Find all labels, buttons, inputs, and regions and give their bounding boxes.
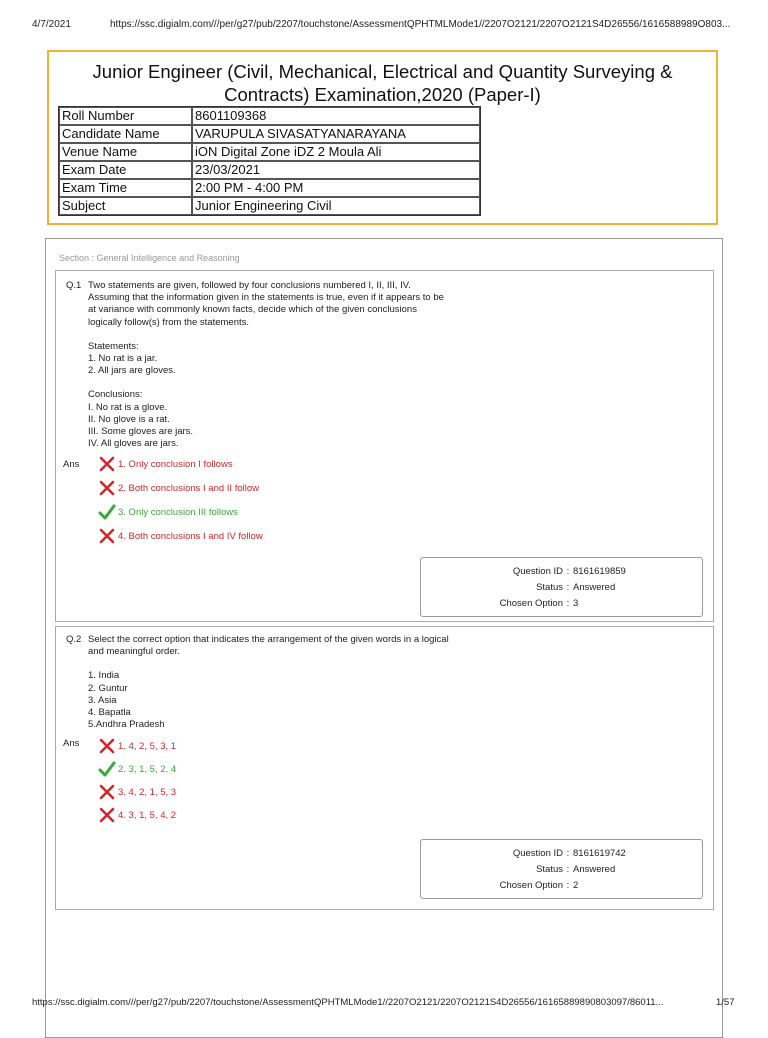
candidate-info-table: [58, 106, 481, 216]
chosen-option-row: Chosen Option : 3: [421, 598, 702, 609]
question-text: [88, 634, 528, 731]
question-meta-box: [420, 839, 703, 899]
cross-icon: [98, 806, 116, 824]
row-value: 23/03/2021: [192, 161, 480, 179]
exam-info-panel: [47, 50, 718, 225]
meta-key: Question ID: [512, 848, 563, 859]
table-row: [59, 197, 480, 215]
option-4: [98, 806, 176, 824]
footer-url: https://ssc.digialm.com///per/g27/pub/2207/touchstone/AssessmentQPHTMLMode1//2207O2121/2207O2121S4D26556/16165889890803097/86011...: [32, 997, 664, 1008]
option-3: [98, 783, 176, 801]
cross-icon: [98, 527, 116, 545]
question-id: 8161619859: [573, 566, 626, 577]
row-label: Venue Name: [59, 143, 192, 161]
check-icon: [98, 503, 116, 521]
option-2: [98, 479, 259, 497]
question-id: 8161619742: [573, 848, 626, 859]
question-id-row: Question ID : 8161619859: [421, 566, 702, 577]
question-line: 4. Bapatla: [88, 707, 131, 719]
cross-icon: [98, 783, 116, 801]
question-line: 2. All jars are gloves.: [88, 365, 176, 377]
question-line: logically follow(s) from the statements.: [88, 316, 250, 328]
ans-label: Ans: [63, 738, 80, 749]
row-label: Exam Date: [59, 161, 192, 179]
option-text: 1. Only conclusion I follows: [118, 458, 233, 470]
question-line: 5.Andhra Pradesh: [88, 719, 165, 731]
question-line: 2. Guntur: [88, 682, 128, 694]
option-1: [98, 737, 176, 755]
question-line: Two statements are given, followed by four conclusions numbered I, II, III, IV.: [88, 280, 411, 291]
status-value: Answered: [573, 864, 616, 875]
option-text: 2. Both conclusions I and II follow: [118, 482, 259, 494]
chosen-option-row: Chosen Option : 2: [421, 880, 702, 891]
exam-title-line2: Contracts) Examination,2020 (Paper-I): [224, 84, 541, 105]
meta-key: Status: [536, 864, 563, 875]
page-number: 1/57: [716, 997, 735, 1008]
option-text: 4. Both conclusions I and IV follow: [118, 530, 263, 542]
status-value: Answered: [573, 582, 616, 593]
option-4: [98, 527, 263, 545]
question-card-q2: [55, 626, 714, 910]
table-row: [59, 143, 480, 161]
question-line: and meaningful order.: [88, 646, 180, 658]
question-line: Assuming that the information given in the statements is true, even if it appears to be: [88, 292, 444, 304]
status-row: Status : Answered: [421, 582, 702, 593]
option-3: [98, 503, 238, 521]
question-line: 1. India: [88, 670, 120, 682]
exam-title: [49, 60, 716, 106]
question-line: 1. No rat is a jar.: [88, 353, 158, 365]
section-label: Section : General Intelligence and Reasoning: [59, 253, 240, 263]
question-meta-box: [420, 557, 703, 617]
cross-icon: [98, 455, 116, 473]
question-number: Q.1: [66, 280, 82, 291]
question-line: III. Some gloves are jars.: [88, 426, 194, 438]
row-label: Subject: [59, 197, 192, 215]
ans-label: Ans: [63, 459, 80, 470]
question-number: Q.2: [66, 634, 82, 645]
question-line: Conclusions:: [88, 389, 143, 401]
question-line: IV. All gloves are jars.: [88, 438, 179, 450]
table-row: [59, 125, 480, 143]
row-value: 8601109368: [192, 107, 480, 125]
table-row: [59, 179, 480, 197]
row-value: 2:00 PM - 4:00 PM: [192, 179, 480, 197]
option-text: 2. 3, 1, 5, 2, 4: [118, 763, 177, 775]
option-text: 4. 3, 1, 5, 4, 2: [118, 809, 177, 821]
option-1: [98, 455, 233, 473]
row-value: VARUPULA SIVASATYANARAYANA: [192, 125, 480, 143]
header-url: https://ssc.digialm.com///per/g27/pub/2207/touchstone/AssessmentQPHTMLMode1//2207O2121/2207O2121S4D26556/1616588989O803...: [110, 19, 731, 30]
table-row: [59, 161, 480, 179]
chosen-option-value: 3: [573, 598, 579, 609]
chosen-option-value: 2: [573, 880, 579, 891]
status-row: Status : Answered: [421, 864, 702, 875]
option-2: [98, 760, 176, 778]
cross-icon: [98, 479, 116, 497]
question-card-q1: [55, 270, 714, 622]
question-line: 3. Asia: [88, 694, 117, 706]
option-text: 3. 4, 2, 1, 5, 3: [118, 786, 177, 798]
print-date: 4/7/2021: [32, 19, 71, 30]
option-text: 1. 4, 2, 5, 3, 1: [118, 740, 177, 752]
question-text: [88, 280, 528, 450]
cross-icon: [98, 737, 116, 755]
row-label: Roll Number: [59, 107, 192, 125]
question-id-row: Question ID : 8161619742: [421, 848, 702, 859]
table-row: [59, 107, 480, 125]
meta-key: Question ID: [512, 566, 563, 577]
exam-title-line1: Junior Engineer (Civil, Mechanical, Electrical and Quantity Surveying &: [92, 61, 673, 82]
question-line: II. No glove is a rat.: [88, 413, 170, 425]
option-text: 3. Only conclusion III follows: [118, 506, 238, 518]
question-line: Select the correct option that indicates the arrangement of the given words in a logical: [88, 634, 449, 645]
meta-key: Chosen Option: [499, 880, 563, 891]
meta-key: Status: [536, 582, 563, 593]
row-label: Candidate Name: [59, 125, 192, 143]
row-value: iON Digital Zone iDZ 2 Moula Ali: [192, 143, 480, 161]
question-line: at variance with commonly known facts, decide which of the given conclusions: [88, 304, 417, 316]
meta-key: Chosen Option: [499, 598, 563, 609]
question-line: I. No rat is a glove.: [88, 401, 168, 413]
question-line: Statements:: [88, 340, 139, 352]
row-value: Junior Engineering Civil: [192, 197, 480, 215]
check-icon: [98, 760, 116, 778]
row-label: Exam Time: [59, 179, 192, 197]
